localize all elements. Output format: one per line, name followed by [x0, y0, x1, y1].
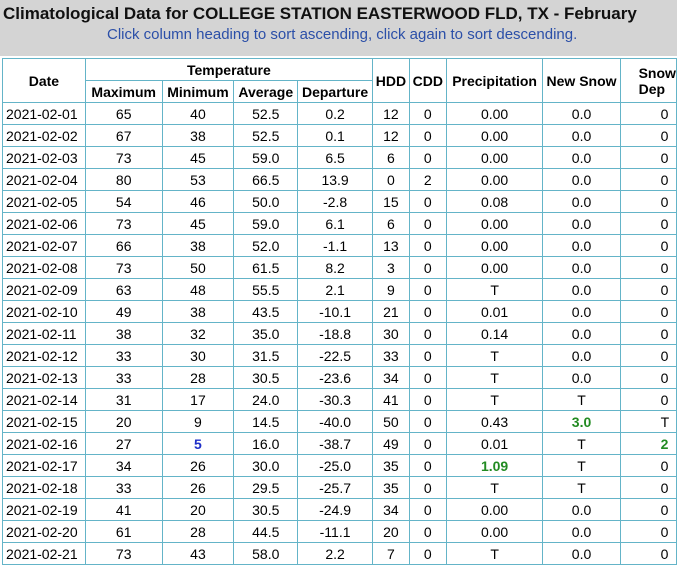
- cell-hdd: 9: [372, 279, 409, 301]
- cell-average: 44.5: [234, 521, 298, 543]
- cell-departure: 8.2: [298, 257, 373, 279]
- column-group-temperature: Temperature: [85, 59, 372, 81]
- cell-departure: -25.7: [298, 477, 373, 499]
- cell-new-snow: 0.0: [543, 499, 620, 521]
- cell-date: 2021-02-07: [3, 235, 86, 257]
- climate-data-table: [2, 58, 677, 565]
- cell-departure: -2.8: [298, 191, 373, 213]
- cell-minimum: 26: [162, 477, 234, 499]
- cell-cdd: 0: [409, 125, 446, 147]
- cell-average: 52.0: [234, 235, 298, 257]
- cell-average: 24.0: [234, 389, 298, 411]
- cell-maximum: 73: [85, 257, 162, 279]
- cell-snow-depth: 0: [620, 235, 676, 257]
- table-row: [3, 455, 677, 477]
- cell-cdd: 0: [409, 499, 446, 521]
- cell-date: 2021-02-01: [3, 103, 86, 125]
- cell-average: 29.5: [234, 477, 298, 499]
- cell-precipitation: T: [446, 389, 543, 411]
- cell-precipitation: T: [446, 477, 543, 499]
- table-row: [3, 411, 677, 433]
- cell-cdd: 0: [409, 103, 446, 125]
- cell-precipitation: 0.00: [446, 499, 543, 521]
- cell-new-snow: 3.0: [543, 411, 620, 433]
- cell-departure: -10.1: [298, 301, 373, 323]
- cell-cdd: 0: [409, 477, 446, 499]
- cell-cdd: 0: [409, 521, 446, 543]
- cell-hdd: 20: [372, 521, 409, 543]
- cell-snow-depth: 0: [620, 279, 676, 301]
- table-row: [3, 433, 677, 455]
- cell-hdd: 41: [372, 389, 409, 411]
- cell-average: 30.5: [234, 367, 298, 389]
- cell-departure: 6.5: [298, 147, 373, 169]
- cell-new-snow: 0.0: [543, 543, 620, 565]
- cell-date: 2021-02-02: [3, 125, 86, 147]
- column-header-maximum[interactable]: Maximum: [85, 81, 162, 103]
- cell-new-snow: 0.0: [543, 213, 620, 235]
- cell-departure: -38.7: [298, 433, 373, 455]
- table-row: [3, 147, 677, 169]
- cell-minimum: 40: [162, 103, 234, 125]
- cell-maximum: 41: [85, 499, 162, 521]
- cell-departure: 6.1: [298, 213, 373, 235]
- cell-maximum: 38: [85, 323, 162, 345]
- cell-cdd: 0: [409, 345, 446, 367]
- cell-average: 55.5: [234, 279, 298, 301]
- cell-new-snow: 0.0: [543, 147, 620, 169]
- cell-cdd: 0: [409, 257, 446, 279]
- cell-new-snow: 0.0: [543, 521, 620, 543]
- cell-departure: -24.9: [298, 499, 373, 521]
- cell-average: 52.5: [234, 103, 298, 125]
- cell-precipitation: 0.08: [446, 191, 543, 213]
- cell-minimum: 20: [162, 499, 234, 521]
- cell-cdd: 0: [409, 433, 446, 455]
- cell-precipitation: T: [446, 543, 543, 565]
- cell-cdd: 0: [409, 213, 446, 235]
- cell-snow-depth: 0: [620, 257, 676, 279]
- cell-snow-depth: 2: [620, 433, 676, 455]
- cell-minimum: 38: [162, 235, 234, 257]
- cell-average: 58.0: [234, 543, 298, 565]
- cell-departure: 2.2: [298, 543, 373, 565]
- cell-date: 2021-02-18: [3, 477, 86, 499]
- table-row: [3, 521, 677, 543]
- cell-precipitation: T: [446, 367, 543, 389]
- cell-cdd: 0: [409, 455, 446, 477]
- cell-snow-depth: T: [620, 411, 676, 433]
- cell-snow-depth: 0: [620, 147, 676, 169]
- table-row: [3, 389, 677, 411]
- cell-minimum: 50: [162, 257, 234, 279]
- cell-new-snow: 0.0: [543, 125, 620, 147]
- cell-departure: -18.8: [298, 323, 373, 345]
- cell-hdd: 35: [372, 455, 409, 477]
- cell-hdd: 3: [372, 257, 409, 279]
- table-body: [3, 103, 677, 565]
- cell-date: 2021-02-04: [3, 169, 86, 191]
- cell-new-snow: 0.0: [543, 345, 620, 367]
- cell-minimum: 9: [162, 411, 234, 433]
- cell-snow-depth: 0: [620, 125, 676, 147]
- cell-precipitation: 0.01: [446, 301, 543, 323]
- cell-average: 59.0: [234, 213, 298, 235]
- table-row: [3, 213, 677, 235]
- cell-date: 2021-02-06: [3, 213, 86, 235]
- cell-snow-depth: 0: [620, 477, 676, 499]
- cell-precipitation: 0.00: [446, 125, 543, 147]
- column-header-snow-depth[interactable]: [620, 59, 676, 103]
- cell-minimum: 43: [162, 543, 234, 565]
- cell-departure: -23.6: [298, 367, 373, 389]
- table-row: [3, 125, 677, 147]
- cell-cdd: 0: [409, 235, 446, 257]
- cell-snow-depth: 0: [620, 213, 676, 235]
- cell-maximum: 49: [85, 301, 162, 323]
- table-row: [3, 103, 677, 125]
- cell-snow-depth: 0: [620, 301, 676, 323]
- cell-average: 66.5: [234, 169, 298, 191]
- cell-maximum: 34: [85, 455, 162, 477]
- cell-hdd: 35: [372, 477, 409, 499]
- column-header-average[interactable]: Average: [234, 81, 298, 103]
- table-row: [3, 301, 677, 323]
- cell-new-snow: 0.0: [543, 323, 620, 345]
- cell-precipitation: 0.00: [446, 257, 543, 279]
- cell-precipitation: 0.00: [446, 235, 543, 257]
- cell-minimum: 28: [162, 367, 234, 389]
- cell-average: 30.5: [234, 499, 298, 521]
- cell-maximum: 61: [85, 521, 162, 543]
- cell-departure: -30.3: [298, 389, 373, 411]
- cell-maximum: 31: [85, 389, 162, 411]
- cell-snow-depth: 0: [620, 345, 676, 367]
- cell-maximum: 33: [85, 477, 162, 499]
- cell-departure: 2.1: [298, 279, 373, 301]
- cell-new-snow: T: [543, 477, 620, 499]
- table-row: [3, 477, 677, 499]
- cell-precipitation: 0.00: [446, 169, 543, 191]
- cell-date: 2021-02-21: [3, 543, 86, 565]
- cell-date: 2021-02-11: [3, 323, 86, 345]
- cell-cdd: 0: [409, 323, 446, 345]
- cell-date: 2021-02-19: [3, 499, 86, 521]
- cell-hdd: 6: [372, 147, 409, 169]
- cell-minimum: 48: [162, 279, 234, 301]
- cell-snow-depth: 0: [620, 389, 676, 411]
- cell-hdd: 30: [372, 323, 409, 345]
- cell-new-snow: 0.0: [543, 279, 620, 301]
- cell-minimum: 45: [162, 147, 234, 169]
- cell-maximum: 73: [85, 543, 162, 565]
- column-header-cdd[interactable]: CDD: [409, 59, 446, 103]
- cell-new-snow: T: [543, 433, 620, 455]
- cell-average: 16.0: [234, 433, 298, 455]
- cell-minimum: 5: [162, 433, 234, 455]
- cell-new-snow: 0.0: [543, 191, 620, 213]
- cell-average: 52.5: [234, 125, 298, 147]
- cell-hdd: 12: [372, 103, 409, 125]
- column-header-minimum[interactable]: Minimum: [162, 81, 234, 103]
- table-row: [3, 257, 677, 279]
- cell-precipitation: T: [446, 279, 543, 301]
- cell-snow-depth: 0: [620, 521, 676, 543]
- cell-hdd: 7: [372, 543, 409, 565]
- cell-minimum: 26: [162, 455, 234, 477]
- cell-minimum: 38: [162, 125, 234, 147]
- cell-average: 31.5: [234, 345, 298, 367]
- cell-departure: -25.0: [298, 455, 373, 477]
- cell-snow-depth: 0: [620, 103, 676, 125]
- cell-maximum: 20: [85, 411, 162, 433]
- table-row: [3, 169, 677, 191]
- cell-departure: -40.0: [298, 411, 373, 433]
- cell-minimum: 17: [162, 389, 234, 411]
- cell-maximum: 73: [85, 147, 162, 169]
- cell-cdd: 0: [409, 279, 446, 301]
- cell-snow-depth: 0: [620, 169, 676, 191]
- cell-maximum: 54: [85, 191, 162, 213]
- cell-snow-depth: 0: [620, 455, 676, 477]
- cell-hdd: 49: [372, 433, 409, 455]
- cell-maximum: 33: [85, 367, 162, 389]
- cell-new-snow: T: [543, 389, 620, 411]
- cell-cdd: 0: [409, 301, 446, 323]
- cell-date: 2021-02-20: [3, 521, 86, 543]
- cell-cdd: 0: [409, 389, 446, 411]
- table-row: [3, 191, 677, 213]
- cell-average: 14.5: [234, 411, 298, 433]
- cell-average: 35.0: [234, 323, 298, 345]
- cell-minimum: 30: [162, 345, 234, 367]
- cell-precipitation: 0.00: [446, 213, 543, 235]
- cell-minimum: 28: [162, 521, 234, 543]
- cell-hdd: 21: [372, 301, 409, 323]
- table-row: [3, 499, 677, 521]
- column-header-new-snow[interactable]: [543, 59, 620, 103]
- table-row: [3, 345, 677, 367]
- cell-hdd: 33: [372, 345, 409, 367]
- cell-precipitation: 0.00: [446, 147, 543, 169]
- cell-new-snow: 0.0: [543, 103, 620, 125]
- cell-precipitation: 1.09: [446, 455, 543, 477]
- cell-hdd: 34: [372, 367, 409, 389]
- cell-hdd: 12: [372, 125, 409, 147]
- cell-maximum: 63: [85, 279, 162, 301]
- cell-minimum: 45: [162, 213, 234, 235]
- column-header-precipitation[interactable]: Precipitation: [446, 59, 543, 103]
- cell-cdd: 0: [409, 411, 446, 433]
- cell-hdd: 13: [372, 235, 409, 257]
- cell-new-snow: 0.0: [543, 257, 620, 279]
- page-title: Climatological Data for COLLEGE STATION EASTERWOOD FLD, TX - February: [3, 4, 637, 23]
- cell-precipitation: 0.00: [446, 103, 543, 125]
- cell-departure: -22.5: [298, 345, 373, 367]
- cell-average: 43.5: [234, 301, 298, 323]
- sort-instructions: Click column heading to sort ascending, click again to sort descending.: [107, 26, 578, 43]
- cell-snow-depth: 0: [620, 191, 676, 213]
- cell-snow-depth: 0: [620, 499, 676, 521]
- cell-date: 2021-02-12: [3, 345, 86, 367]
- cell-precipitation: 0.14: [446, 323, 543, 345]
- cell-minimum: 46: [162, 191, 234, 213]
- snow-depth-label: Snow Dep: [638, 64, 676, 97]
- cell-maximum: 27: [85, 433, 162, 455]
- table-header: [3, 59, 677, 103]
- cell-snow-depth: 0: [620, 543, 676, 565]
- cell-new-snow: 0.0: [543, 169, 620, 191]
- cell-precipitation: 0.01: [446, 433, 543, 455]
- cell-precipitation: 0.00: [446, 521, 543, 543]
- cell-snow-depth: 0: [620, 367, 676, 389]
- cell-maximum: 73: [85, 213, 162, 235]
- table-row: [3, 279, 677, 301]
- table-row: [3, 543, 677, 565]
- cell-departure: -11.1: [298, 521, 373, 543]
- cell-hdd: 6: [372, 213, 409, 235]
- column-header-hdd[interactable]: HDD: [372, 59, 409, 103]
- cell-cdd: 0: [409, 147, 446, 169]
- cell-hdd: 15: [372, 191, 409, 213]
- cell-maximum: 33: [85, 345, 162, 367]
- cell-precipitation: T: [446, 345, 543, 367]
- cell-date: 2021-02-10: [3, 301, 86, 323]
- title-bar: [0, 0, 677, 56]
- cell-minimum: 53: [162, 169, 234, 191]
- cell-date: 2021-02-16: [3, 433, 86, 455]
- cell-hdd: 34: [372, 499, 409, 521]
- cell-date: 2021-02-15: [3, 411, 86, 433]
- cell-cdd: 0: [409, 191, 446, 213]
- cell-departure: 13.9: [298, 169, 373, 191]
- cell-cdd: 0: [409, 367, 446, 389]
- cell-average: 61.5: [234, 257, 298, 279]
- cell-minimum: 38: [162, 301, 234, 323]
- cell-departure: -1.1: [298, 235, 373, 257]
- cell-average: 30.0: [234, 455, 298, 477]
- cell-cdd: 2: [409, 169, 446, 191]
- cell-hdd: 50: [372, 411, 409, 433]
- table-row: [3, 235, 677, 257]
- new-snow-label: New Snow: [546, 72, 617, 89]
- cell-date: 2021-02-05: [3, 191, 86, 213]
- cell-minimum: 32: [162, 323, 234, 345]
- cell-departure: 0.1: [298, 125, 373, 147]
- cell-date: 2021-02-08: [3, 257, 86, 279]
- cell-new-snow: 0.0: [543, 301, 620, 323]
- cell-maximum: 66: [85, 235, 162, 257]
- table-row: [3, 367, 677, 389]
- cell-maximum: 80: [85, 169, 162, 191]
- column-header-departure[interactable]: Departure: [298, 81, 373, 103]
- cell-average: 59.0: [234, 147, 298, 169]
- cell-cdd: 0: [409, 543, 446, 565]
- cell-snow-depth: 0: [620, 323, 676, 345]
- cell-departure: 0.2: [298, 103, 373, 125]
- cell-average: 50.0: [234, 191, 298, 213]
- cell-date: 2021-02-17: [3, 455, 86, 477]
- cell-precipitation: 0.43: [446, 411, 543, 433]
- column-header-date[interactable]: Date: [3, 59, 86, 103]
- cell-maximum: 65: [85, 103, 162, 125]
- cell-new-snow: T: [543, 455, 620, 477]
- cell-date: 2021-02-13: [3, 367, 86, 389]
- cell-date: 2021-02-03: [3, 147, 86, 169]
- cell-date: 2021-02-14: [3, 389, 86, 411]
- cell-maximum: 67: [85, 125, 162, 147]
- cell-new-snow: 0.0: [543, 367, 620, 389]
- cell-hdd: 0: [372, 169, 409, 191]
- table-row: [3, 323, 677, 345]
- cell-new-snow: 0.0: [543, 235, 620, 257]
- cell-date: 2021-02-09: [3, 279, 86, 301]
